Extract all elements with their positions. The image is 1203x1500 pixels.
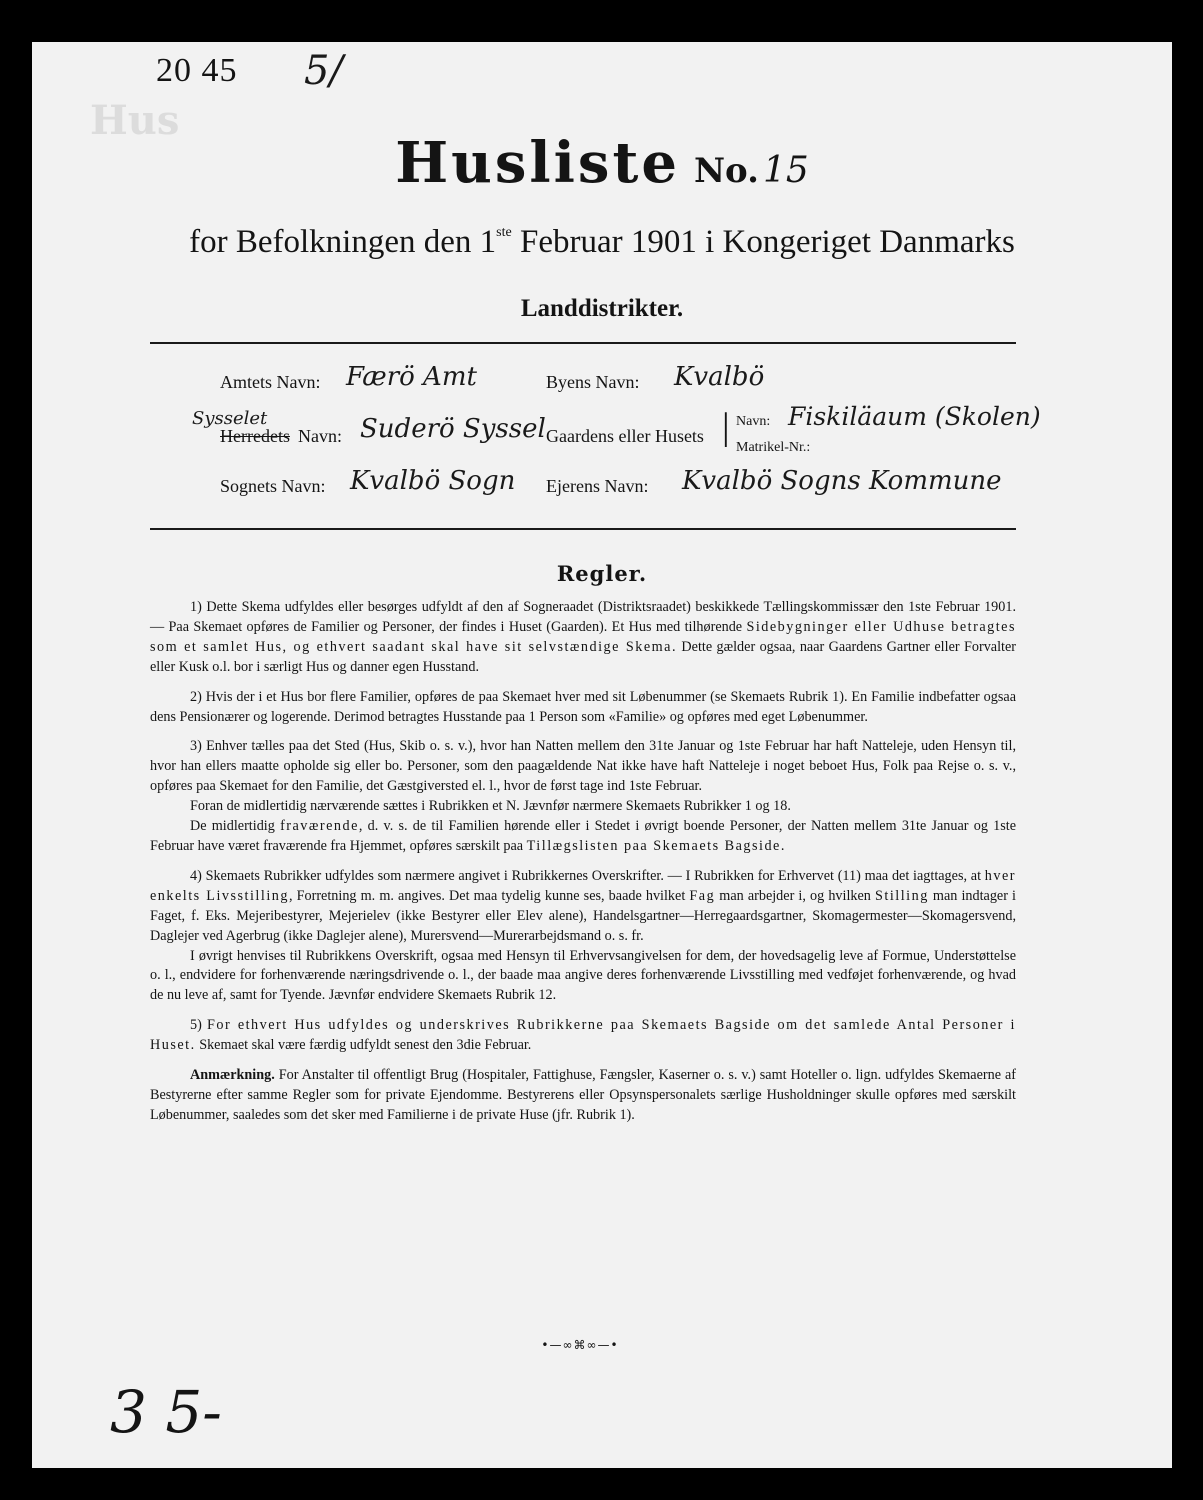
rule-3-c2: fraværende <box>280 818 359 835</box>
handwritten-bottom-number: 3 5- <box>110 1378 222 1446</box>
herredets-value: Suderö Syssel <box>360 414 546 444</box>
rule-5 <box>150 1016 1016 1056</box>
subtitle-superscript: ste <box>496 225 512 240</box>
field-bracket: | <box>722 406 730 448</box>
bleed-through-text: Hus <box>90 97 180 144</box>
number-label: No. <box>693 151 759 191</box>
rule-4-a3: , Forretning m. m. angives. Det maa tydelig kunne ses, baade hvilket <box>288 887 690 904</box>
rule-2: 2) Hvis der i et Hus bor flere Familier, opføres de paa Skemaet hver med sit Løbenummer (se Skemaets Rubrik 1). En Familie indbefatter ogsaa dens Pensionærer og logerende. Derimod betragtes Husstande paa 1 Person som «Familie» og opføres med eget Løbenummer. <box>150 688 1016 725</box>
rule-4-a5: man arbejder i, og hvilken <box>715 887 875 904</box>
form-subtitle <box>32 224 1172 261</box>
annotation-label: Anmærkning. <box>190 1067 275 1084</box>
rule-1-c: Dette gælder ogsaa, naar Gaardens Gartner eller Forvalter eller Kusk o.l. bor i særligt Hus og danner egen Husstand. <box>150 638 1017 675</box>
rule-4-a4: Fag <box>689 887 716 904</box>
rule-3-c3: , d. v. s. de til Familien hørende eller i Stedet i øvrigt boende Personer, der Natten mellem 31te Januar og 1ste Februar have været fraværende fra Hjemmet, opføres særskilt paa <box>150 818 1017 854</box>
rule-4-note: I øvrigt henvises til Rubrikkens Overskrift, ogsaa med Hensyn til Erhvervsangivelsen for dem, der hovedsagelig leve af Formue, Understøttelse o. l., endvidere for forhenværende næringsdrivende o. l., der baade maa angive deres forhenværende Livsstilling med vedføjet forhenværende, og hvad de nu leve af, samt for Tyende. Jævnfør endvidere Skemaets Rubrik 12. <box>150 947 1016 1004</box>
ejerens-value: Kvalbö Sogns Kommune <box>682 466 1002 496</box>
rule-5-c: Skemaet skal være færdig udfyldt senest den 3die Februar. <box>195 1037 532 1054</box>
matrikel-label: Matrikel-Nr.: <box>736 440 811 455</box>
rule-5-a: 5) <box>190 1017 207 1034</box>
rule-4 <box>150 867 1016 947</box>
rule-3-c1: De midlertidig <box>190 818 281 835</box>
ejerens-label: Ejerens Navn: <box>546 476 649 496</box>
herredets-label: Herredets <box>220 426 290 446</box>
title-word: Husliste <box>395 130 680 196</box>
herredets-navn-label: Navn: <box>298 426 342 446</box>
amtets-value: Færö Amt <box>346 362 477 392</box>
rule-3-c4: Tillægslisten paa Skemaets Bagside. <box>526 837 786 854</box>
rule-1-a: 1) Dette Skema udfyldes eller besørges udfyldt af den af Sogneraadet (Distriktsraadet) beskikkede Tællingskommissær den 1ste Februar 1901. — Paa Skemaet opføres de Familier og Personer, der findes i Huset (Gaarden). Et Hus med tilhørende <box>150 599 1016 635</box>
subtitle-before: for Befolkningen den 1 <box>189 224 497 260</box>
rule-3: 3) Enhver tælles paa det Sted (Hus, Skib o. s. v.), hvor han Natten mellem den 31te Januar og 1ste Februar har haft Natteleje, uden Hensyn til, hvor han ellers maatte opholde sig eller bo. Personer, som den paagældende Nat ikke have haft Natteleje i noget beboet Hus, Folk paa Rejse o. s. v., opføres paa Skemaet for den Familie, det Gæstgiversted el. l., hvor de først tage ind 1ste Februar. <box>150 738 1016 795</box>
form-title <box>32 130 1172 196</box>
rule-1 <box>150 598 1016 678</box>
rule-1-b: Sidebygninger eller Udhuse betragtes som et samlet Hus, og ethvert saadant skal have sit selvstændige Skema. <box>150 618 1016 655</box>
handwritten-corner-note: 5/ <box>304 48 343 94</box>
amtets-label: Amtets Navn: <box>220 372 321 392</box>
rule-5-b: For ethvert Hus udfyldes og underskrives Rubrikkerne paa Skemaets Bagside om det samlede Antal Personer i Huset. <box>150 1017 1016 1054</box>
annotation-text: For Anstalter til offentligt Brug (Hospitaler, Fattighuse, Fængsler, Kaserner o. s. v.) samt Hoteller o. lign. udfyldes Skemaerne af Bestyrerne efter samme Regler som for private Ejendomme. Bestyrerens eller Opsynspersonalets særlige Husholdninger skulle opføres med særskilt Løbenummer, saaledes som det sker med Familierne i de private Huse (jfr. Rubrik 1). <box>150 1067 1016 1123</box>
census-form-sheet <box>32 42 1172 1468</box>
byens-label: Byens Navn: <box>546 372 640 392</box>
subtitle-after: Februar 1901 i Kongeriget Danmarks <box>511 224 1015 260</box>
district-heading: Landdistrikter. <box>520 295 684 322</box>
rule-3-note: Foran de midlertidig nærværende sættes i Rubrikken et N. Jævnfør nærmere Skemaets Rubrikker 1 og 18. <box>190 798 791 815</box>
sognets-label: Sognets Navn: <box>220 476 326 496</box>
sysselet-handwritten: Sysselet <box>192 408 268 429</box>
top-divider <box>150 342 1016 344</box>
rules-heading: Regler. <box>556 561 648 586</box>
archive-stamp-number: 20 45 <box>156 52 238 89</box>
rule-3-absent <box>150 817 1016 857</box>
ornament-divider: •—∞⌘∞—• <box>541 1338 619 1352</box>
rule-4-a6: Stilling <box>875 887 929 904</box>
bottom-divider <box>150 528 1016 530</box>
gaard-navn-value: Fiskiläaum (Skolen) <box>788 402 1041 431</box>
sognets-value: Kvalbö Sogn <box>350 466 516 496</box>
gaard-navn-label: Navn: <box>736 414 771 429</box>
rule-4-a7: man indtager i Faget, f. Eks. Mejeribestyrer, Mejerielev (ikke Bestyrer eller Elev alene), Handelsgartner—Herregaardsgartner, Skomagermester—Skomagersvend, Daglejer ved Agerbrug (ikke Daglejer alene), Murersvend—Murerarbejdsmand o. s. fr. <box>150 887 1016 944</box>
rules-body <box>150 598 1016 1136</box>
rule-4-a2: hver enkelts Livsstilling <box>150 867 1016 904</box>
annotation <box>150 1066 1016 1126</box>
rule-4-a1: 4) Skemaets Rubrikker udfyldes som nærmere angivet i Rubrikkernes Overskrifter. — I Rubrikken for Erhvervet (11) maa det iagttages, at <box>190 867 985 884</box>
byens-value: Kvalbö <box>674 362 765 392</box>
gaardens-label: Gaardens eller Husets <box>546 426 704 446</box>
house-number-value: 15 <box>762 150 809 191</box>
